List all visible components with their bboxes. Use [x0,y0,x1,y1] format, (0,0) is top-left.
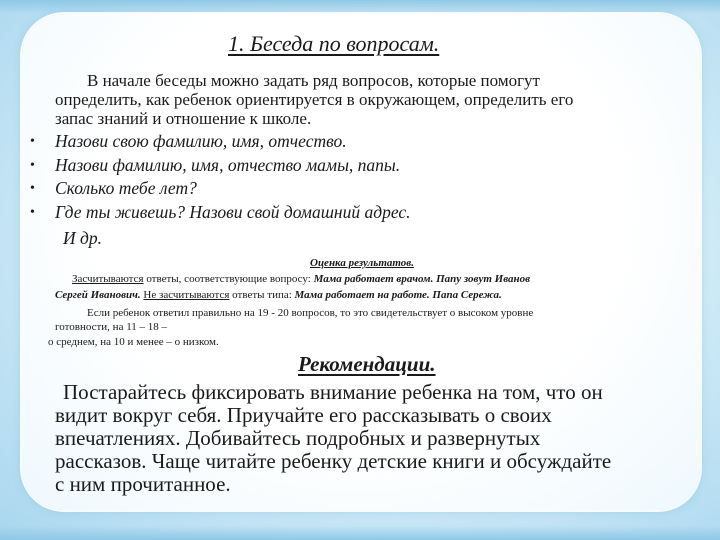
top-decoration [0,0,720,14]
recommendation-line-4: рассказов. Чаще читайте ребенку детские книги и обсуждайте [55,449,612,473]
question-text: Назови фамилию, имя, отчество мамы, папы. [55,154,401,175]
question-text: Сколько тебе лет? [55,178,197,198]
evaluation-line-1 [72,272,530,286]
evaluation-line-2 [55,288,502,302]
question-item [30,130,411,154]
intro-line-3: запас знаний и отношение к школе. [55,109,312,128]
intro-line-2: определить, как ребенок ориентируется в окружающем, определить его [55,90,574,109]
counted-example-2: Сергей Иванович. [55,289,141,301]
bullet-icon: • [30,134,35,149]
bullet-icon: • [30,157,35,173]
recommendation-line-2: видит вокруг себя. Приучайте его рассказывать о своих [55,403,552,427]
slide-title: 1. Беседа по вопросам. [228,31,440,56]
recommendation-line-1: Постарайтесь фиксировать внимание ребенка на том, что он [63,380,603,404]
recommendation-line-3: впечатлениях. Добивайтесь подробных и развернутых [55,426,541,450]
recommendation-line-5: с ним прочитанное. [55,472,231,496]
not-counted-text: ответы типа: [229,289,295,301]
question-item [30,201,411,225]
question-item [30,154,411,178]
bottom-decoration [0,526,720,540]
question-item [30,177,411,201]
not-counted-label: Не засчитываются [143,289,230,301]
question-list [30,130,411,224]
scoring-line-2: готовности, на 11 – 18 – [55,321,168,333]
not-counted-example: Мама работает на работе. Папа Сережа. [294,289,502,301]
recommendations-heading: Рекомендации. [298,352,436,376]
counted-example-1: Мама работает врачом. Папу зовут Иванов [313,273,531,285]
question-text: Назови свою фамилию, имя, отчество. [55,131,347,151]
counted-text: ответы, соответствующие вопросу: [143,273,314,285]
bullet-icon: • [30,181,35,196]
scoring-line-1: Если ребенок ответил правильно на 19 - 20 вопросов, то это свидетельствует о высоком уровне [87,307,534,319]
intro-line-1: В начале беседы можно задать ряд вопросов, которые помогут [87,71,540,90]
question-text: Где ты живешь? Назови свой домашний адрес. [55,201,411,222]
bullet-icon: • [30,204,35,220]
scoring-line-3: о среднем, на 10 и менее – о низком. [48,336,219,348]
evaluation-heading: Оценка результатов. [310,257,414,269]
counted-label: Засчитываются [72,273,144,285]
etc-label: И др. [63,228,102,248]
